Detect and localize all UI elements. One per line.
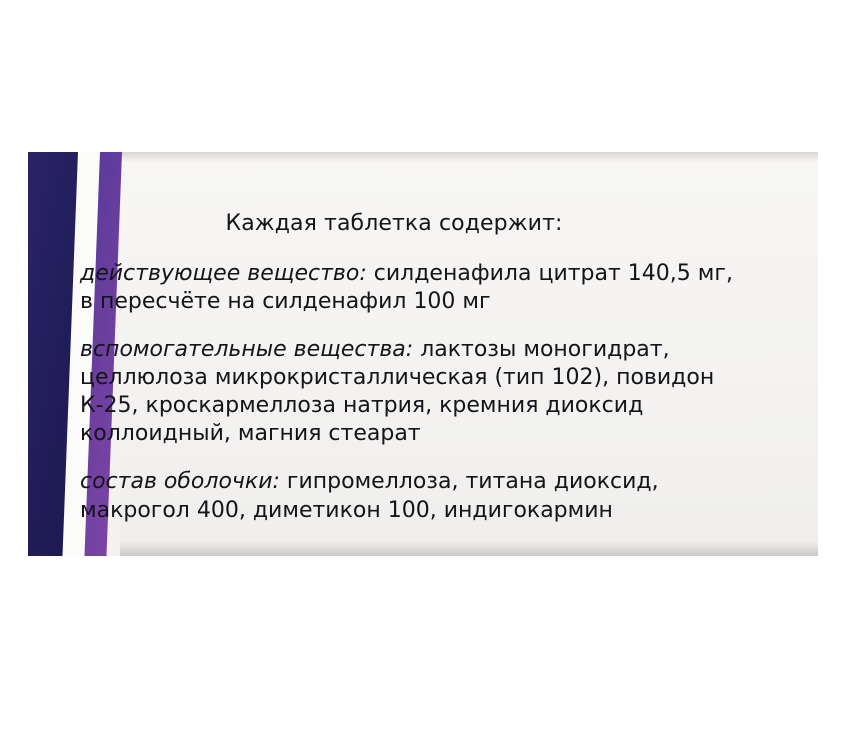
medicine-carton	[28, 152, 818, 556]
excipients-text: лактозы моногидрат, целлюлоза микрокристаллическая (тип 102), повидон К-25, кроскармеллоза натрия, кремния диоксид коллоидный, магния стеарат	[80, 336, 715, 447]
carton-bottom-edge-shadow	[120, 542, 818, 556]
carton-top-edge-shadow	[120, 152, 818, 162]
composition-heading: Каждая таблетка содержит:	[225, 211, 563, 236]
active-ingredient-lead: действующее вещество:	[80, 260, 367, 286]
composition-text-block	[80, 210, 740, 525]
active-ingredient-paragraph	[80, 260, 740, 316]
active-ingredient-text: силденафила цитрат 140,5 мг, в пересчёте на силденафил 100 мг	[80, 260, 733, 314]
coating-text: гипромеллоза, титана диоксид, макрогол 400, диметикон 100, индигокармин	[80, 469, 659, 523]
coating-lead: состав оболочки:	[80, 469, 280, 495]
excipients-paragraph	[80, 336, 740, 449]
coating-paragraph	[80, 468, 740, 524]
excipients-lead: вспомогательные вещества:	[80, 336, 414, 362]
